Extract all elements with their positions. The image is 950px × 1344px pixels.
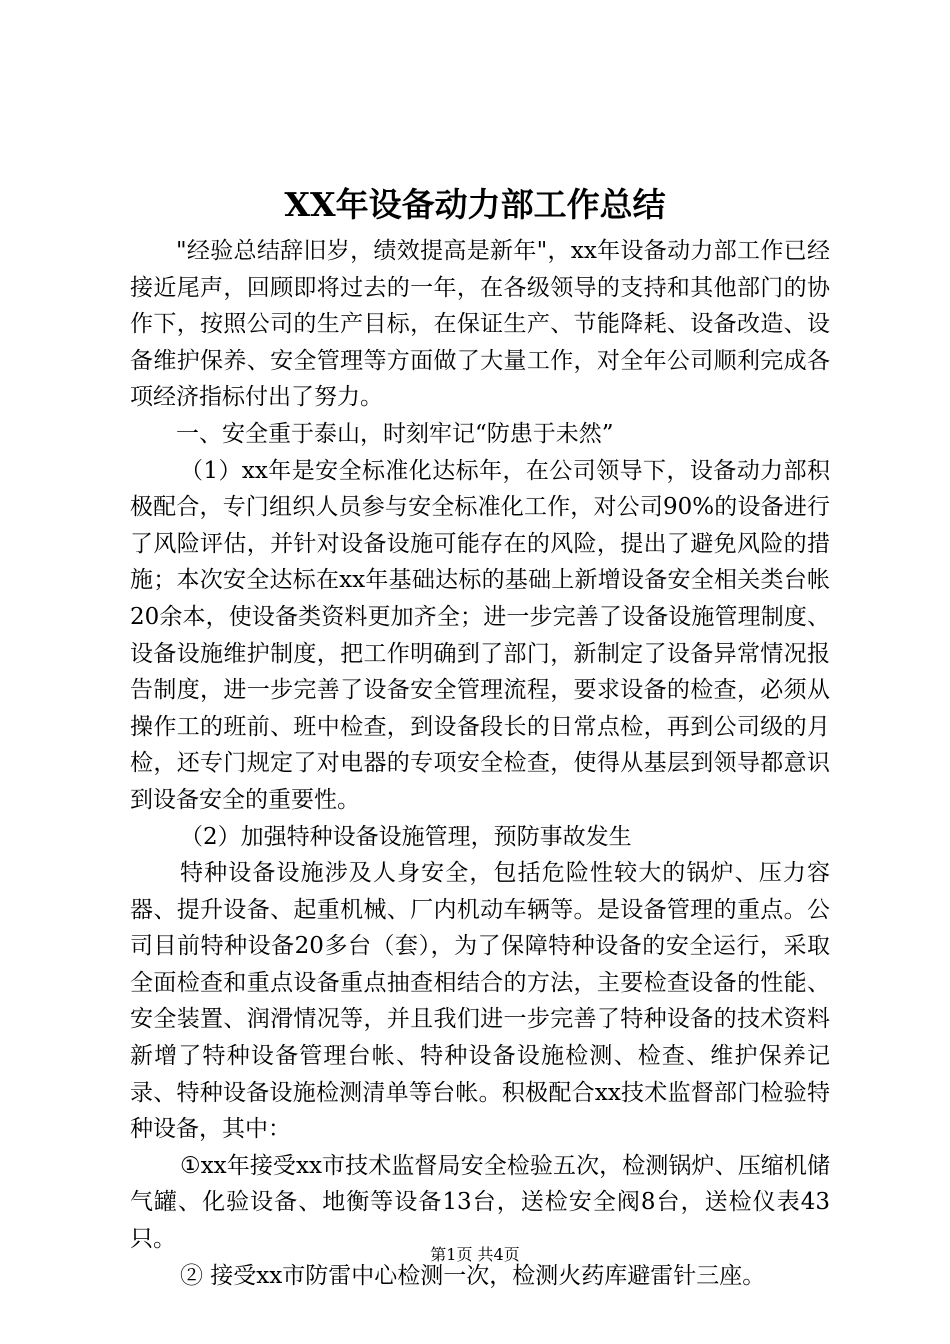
section-heading-safety: 一、安全重于泰山，时刻牢记“防患于未然” <box>176 420 614 447</box>
document-title: XX年设备动力部工作总结 <box>284 185 666 224</box>
document-body <box>130 233 830 1294</box>
list-item-inspection-2: ② 接受xx市防雷中心检测一次，检测火药库避雷针三座。 <box>180 1262 766 1289</box>
subheading-special-equipment: （2）加强特种设备设施管理，预防事故发生 <box>180 823 632 850</box>
list-item-inspection-1: ①xx年接受xx市技术监督局安全检验五次，检测锅炉、压缩机储气罐、化验设备、地衡等设备13台，送检安全阀8台，送检仪表43只。 <box>130 1152 830 1253</box>
paragraph-safety-standardization: （1）xx年是安全标准化达标年，在公司领导下，设备动力部积极配合，专门组织人员参与安全标准化工作，对公司90%的设备进行了风险评估，并针对设备设施可能存在的风险，提出了避免风险的措施；本次安全达标在xx年基础达标的基础上新增设备安全相关类台帐20余本，使设备类资料更加齐全；进一步完善了设备设施管理制度、设备设施维护制度，把工作明确到了部门，新制定了设备异常情况报告制度，进一步完善了设备安全管理流程，要求设备的检查，必须从操作工的班前、班中检查，到设备段长的日常点检，再到公司级的月检，还专门规定了对电器的专项安全检查，使得从基层到领导都意识到设备安全的重要性。 <box>130 457 830 813</box>
paragraph-intro: "经验总结辞旧岁，绩效提高是新年"，xx年设备动力部工作已经接近尾声，回顾即将过去的一年，在各级领导的支持和其他部门的协作下，按照公司的生产目标，在保证生产、节能降耗、设备改造、设备维护保养、安全管理等方面做了大量工作，对全年公司顺利完成各项经济指标付出了努力。 <box>130 238 830 411</box>
page-footer: 第1页 共4页 <box>430 1245 520 1264</box>
paragraph-special-equipment: 特种设备设施涉及人身安全，包括危险性较大的锅炉、压力容器、提升设备、起重机械、厂内机动车辆等。是设备管理的重点。公司目前特种设备20多台（套），为了保障特种设备的安全运行，采取全面检查和重点设备重点抽查相结合的方法，主要检查设备的性能、安全装置、润滑情况等，并且我们进一步完善了特种设备的技术资料新增了特种设备管理台帐、特种设备设施检测、检查、维护保养记录、特种设备设施检测清单等台帐。积极配合xx技术监督部门检验特种设备，其中： <box>130 860 830 1143</box>
